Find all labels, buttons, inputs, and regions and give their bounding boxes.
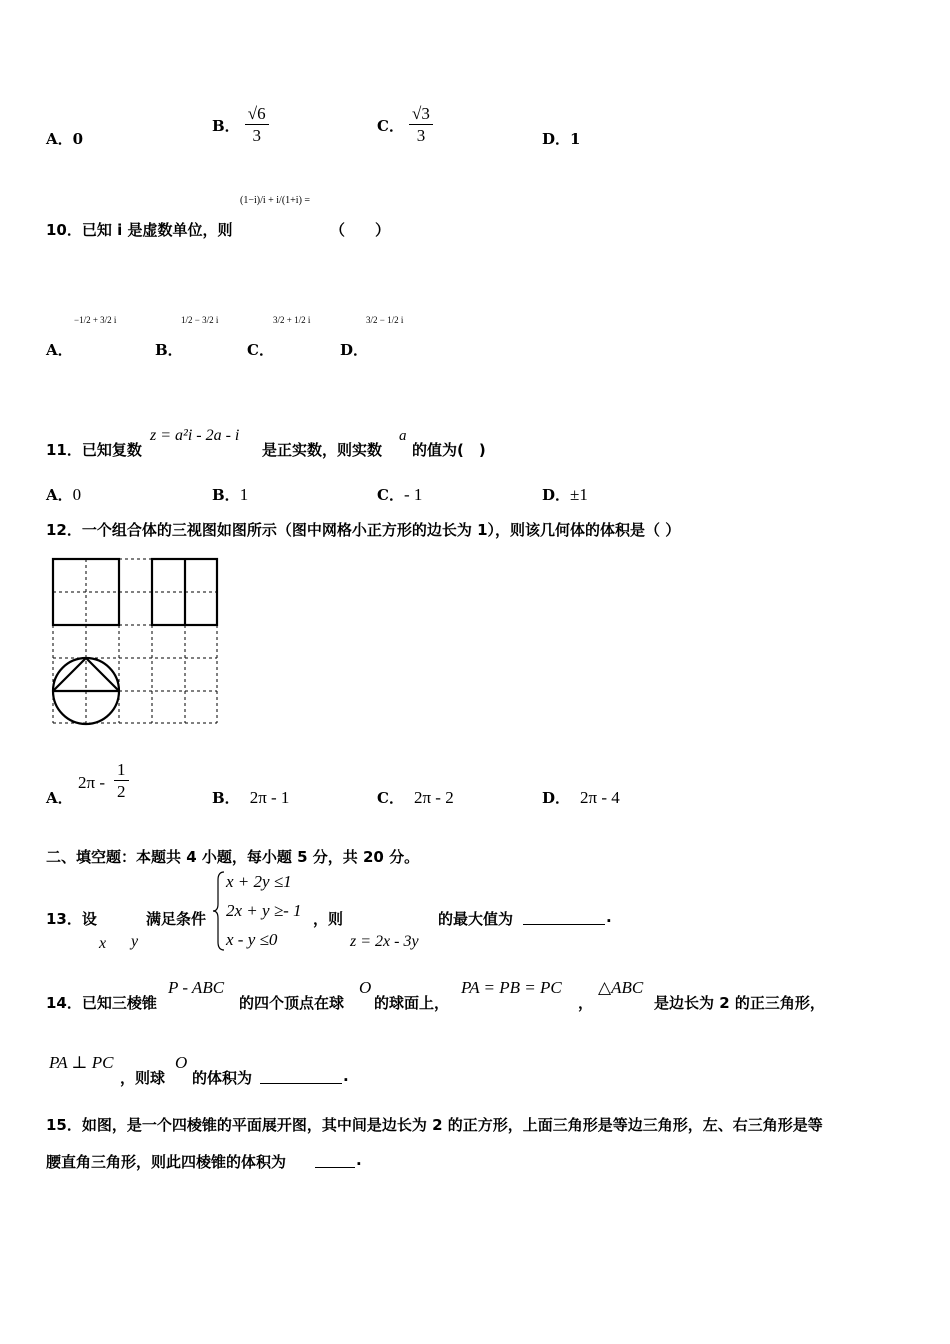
q13-z-expression: z = 2x - 3y xyxy=(350,933,419,950)
q14-stem-post: 是边长为 2 的正三角形， xyxy=(654,994,825,1012)
q14-stem-pre: 14．已知三棱锥 xyxy=(46,994,157,1012)
q13-inequality-3: x - y ≤0 xyxy=(226,930,278,949)
q15-period: . xyxy=(356,1151,362,1169)
q11-option-c[interactable]: C．- 1 xyxy=(377,485,423,504)
q11-option-a[interactable]: A．0 xyxy=(46,485,82,504)
q11-stem-pre: 11．已知复数 xyxy=(46,441,142,459)
q12-option-c[interactable]: C． 2π - 2 xyxy=(377,788,454,807)
q13-then: ，则 xyxy=(313,910,344,928)
q9-option-b[interactable]: B． $\frac{√6}{3}$ xyxy=(212,104,269,147)
q14-pabc: P - ABC xyxy=(168,978,225,997)
q12-stem: 12．一个组合体的三视图如图所示（图中网格小正方形的边长为 1），则该几何体的体积是（ ） xyxy=(46,521,681,539)
q11-expression: z = a²i - 2a - i xyxy=(150,427,240,444)
q14-answer-blank[interactable] xyxy=(260,1083,342,1084)
q11-var-a: a xyxy=(399,428,407,444)
three-view-figure xyxy=(50,556,220,726)
q13-var-x: x xyxy=(99,935,107,952)
q14-triangle: △ABC xyxy=(598,978,644,997)
q14-line2-post: 的体积为 xyxy=(192,1069,253,1087)
section-2-heading: 二、填空题：本题共 4 小题，每小题 5 分，共 20 分。 xyxy=(46,848,420,866)
q13-inequality-1: x + 2y ≤1 xyxy=(226,872,292,891)
q11-stem-post: 的值为( ) xyxy=(412,441,486,459)
q14-line2-mid: ，则球 xyxy=(120,1069,166,1087)
q9-option-b-fraction: $\frac{√6}{3}$ xyxy=(245,104,269,147)
q14-o2: O xyxy=(175,1053,188,1072)
q10-stem: 10．已知 i 是虚数单位，则 xyxy=(46,221,233,239)
q14-equal-edges: PA = PB = PC xyxy=(461,978,562,997)
q10-paren: （ ） xyxy=(330,221,391,239)
q13-stem-pre: 13．设 xyxy=(46,910,97,928)
q13-stem-post: 的最大值为 xyxy=(438,910,514,928)
q14-stem-mid2: 的球面上， xyxy=(374,994,450,1012)
q12-option-b[interactable]: B． 2π - 1 xyxy=(212,788,290,807)
q15-line-1: 15．如图，是一个四棱锥的平面展开图，其中间是边长为 2 的正方形，上面三角形是等边三角形，左、右三角形是等 xyxy=(46,1116,823,1134)
q15-answer-blank[interactable] xyxy=(315,1167,355,1168)
q11-option-b[interactable]: B．1 xyxy=(212,485,249,504)
q13-inequality-2: 2x + y ≥- 1 xyxy=(226,901,302,920)
q9-option-c-fraction: $\frac{√3}{3}$ xyxy=(409,104,433,147)
q11-stem-mid: 是正实数，则实数 xyxy=(262,441,383,459)
grid-lines xyxy=(53,559,217,723)
q12-option-d[interactable]: D． 2π - 4 xyxy=(542,788,620,807)
q14-o: O xyxy=(359,978,372,997)
q9-option-a[interactable]: A．0 xyxy=(46,130,84,148)
q13-answer-blank[interactable] xyxy=(523,924,605,925)
q13-period: . xyxy=(606,908,612,926)
q13-var-y: y xyxy=(131,933,139,950)
q13-stem-mid: 满足条件 xyxy=(146,910,207,928)
q13-system-brace xyxy=(212,870,226,952)
q14-perpendicular: PA ⊥ PC xyxy=(49,1053,114,1072)
q10-expression: (1−i)/i + i/(1+i) = xyxy=(240,195,311,206)
q14-comma: ， xyxy=(578,994,594,1012)
q15-line-2: 腰直角三角形，则此四棱锥的体积为 xyxy=(46,1153,287,1171)
q14-stem-mid1: 的四个顶点在球 xyxy=(239,994,345,1012)
q11-option-d[interactable]: D．±1 xyxy=(542,485,588,504)
q9-option-d[interactable]: D．1 xyxy=(542,130,581,148)
q9-option-c[interactable]: C． $\frac{√3}{3}$ xyxy=(377,104,433,147)
q14-period: . xyxy=(343,1067,349,1085)
q12-option-a-fraction: $\frac{1}{2}$ xyxy=(114,760,129,803)
